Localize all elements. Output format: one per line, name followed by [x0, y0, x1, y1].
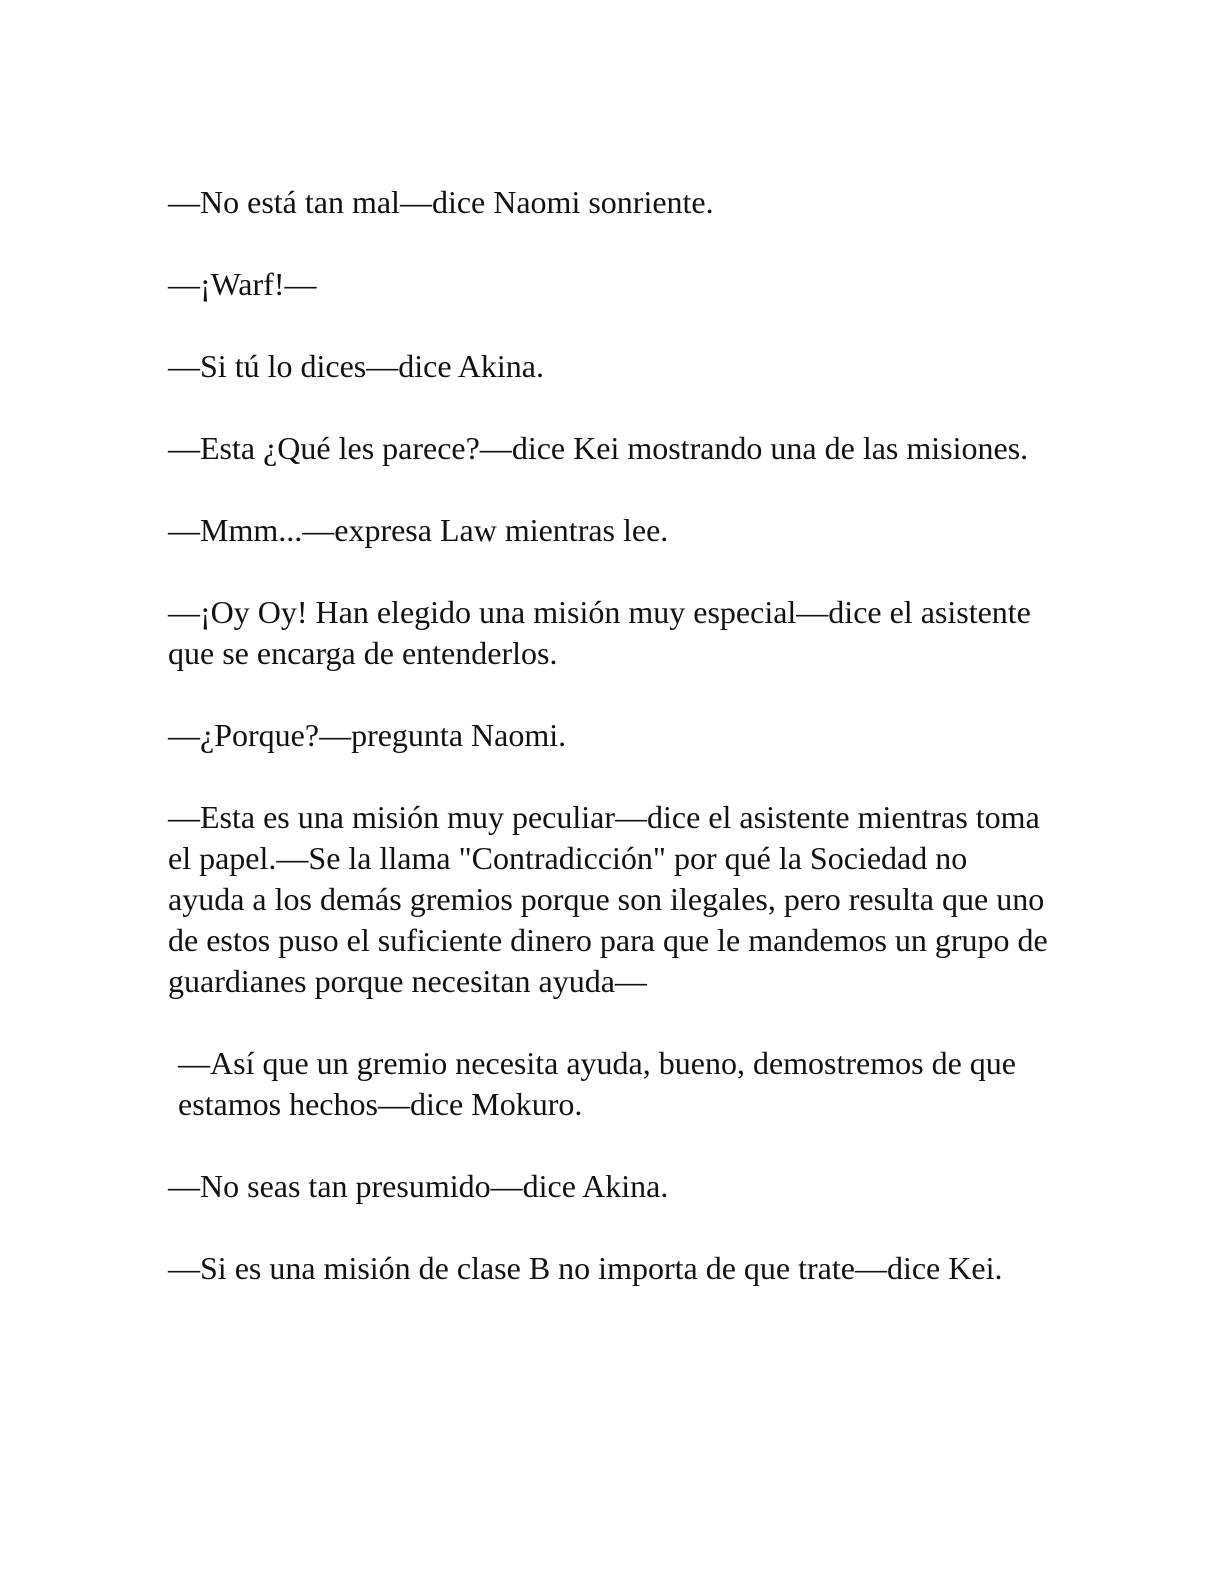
paragraph-9: —Así que un gremio necesita ayuda, bueno, demostremos de que estamos hechos—dice Mokuro.: [178, 1045, 1016, 1122]
paragraph-2: —¡Warf!—: [168, 266, 317, 302]
document-body: [168, 182, 1048, 1330]
paragraph-8: —Esta es una misión muy peculiar—dice el asistente mientras toma el papel.—Se la llama "Contradicción" por qué la Sociedad no ayuda a los demás gremios porque son ilegales, pero resulta que uno de estos puso el suficiente dinero para que le mandemos un grupo de guardianes porque necesitan ayuda—: [168, 799, 1048, 999]
paragraph-4: —Esta ¿Qué les parece?—dice Kei mostrando una de las misiones.: [168, 430, 1029, 466]
paragraph-7: —¿Porque?—pregunta Naomi.: [168, 717, 567, 753]
paragraph-3: —Si tú lo dices—dice Akina.: [168, 348, 544, 384]
paragraph-11: —Si es una misión de clase B no importa de que trate—dice Kei.: [168, 1250, 1003, 1286]
paragraph-10: —No seas tan presumido—dice Akina.: [168, 1168, 669, 1204]
paragraph-1: —No está tan mal—dice Naomi sonriente.: [168, 184, 714, 220]
paragraph-5: —Mmm...—expresa Law mientras lee.: [168, 512, 669, 548]
paragraph-6: —¡Oy Oy! Han elegido una misión muy especial—dice el asistente que se encarga de entenderlos.: [168, 594, 1031, 671]
